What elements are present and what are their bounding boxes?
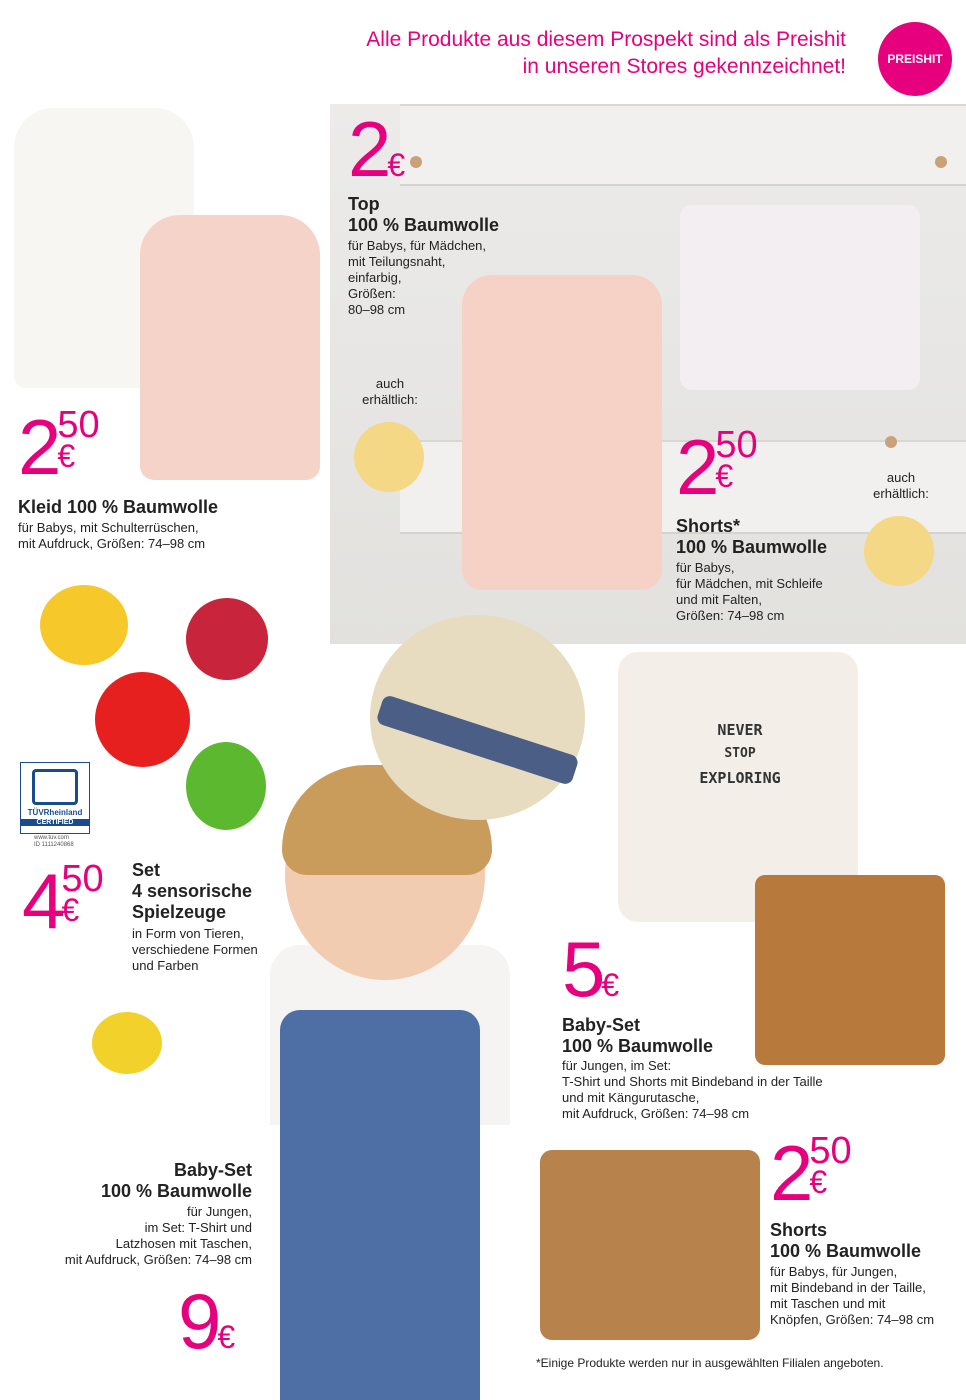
tshirt-print: NEVER STOP EXPLORING — [699, 721, 781, 787]
baby-set-latz-price: 9€ — [178, 1277, 236, 1365]
header-notice — [286, 26, 846, 80]
header-line-1: Alle Produkte aus diesem Prospekt sind als Preishit — [366, 28, 846, 51]
yellow-hedgehog-toy — [40, 585, 128, 665]
shorts-boy-price: 2 50 € — [770, 1129, 852, 1217]
drawer-knob — [885, 436, 897, 448]
footer-note: *Einige Produkte werden nur in ausgewählten Filialen angeboten. — [536, 1356, 884, 1370]
spielzeug-title: Set 4 sensorische Spielzeuge — [132, 860, 253, 922]
drawer-knob — [410, 156, 422, 168]
girl-shorts-image — [680, 205, 920, 390]
shorts-girl-price: 2 50 € — [676, 423, 758, 511]
baby-set-tshirt-title: Baby-Set 100 % Baumwolle — [562, 1015, 714, 1056]
dresser-top — [400, 104, 966, 186]
baby-set-tshirt-description: für Jungen, im Set: T-Shirt und Shorts mit Bindeband in der Taille und mit Kängurutasche, mit Aufdruck, Größen: 74–98 cm — [562, 1058, 823, 1121]
kleid-description: für Babys, mit Schulterrüschen, mit Aufdruck, Größen: 74–98 cm — [18, 520, 206, 551]
shorts-girl-description: für Babys, für Mädchen, mit Schleife und mit Falten, Größen: 74–98 cm — [676, 560, 823, 623]
shorts-girl-color-swatch — [864, 516, 934, 586]
baby-set-latz-title: Baby-Set 100 % Baumwolle — [100, 1160, 252, 1201]
pink-dress-image — [140, 215, 320, 480]
baby-set-tshirt-price: 5€ — [562, 925, 620, 1013]
pink-top-image — [462, 275, 662, 590]
top-also-available: auch erhältlich: — [362, 376, 418, 407]
baby-set-latz-description: für Jungen, im Set: T-Shirt und Latzhosen mit Taschen, mit Aufdruck, Größen: 74–98 cm — [64, 1204, 252, 1267]
green-crocodile-toy — [186, 742, 266, 830]
kleid-price: 2 50 € — [18, 403, 100, 491]
shorts-boy-description: für Babys, für Jungen, mit Bindeband in der Taille, mit Taschen und mit Knöpfen, Größen: 74–98 cm — [770, 1264, 935, 1327]
shorts-girl-also-available: auch erhältlich: — [873, 470, 929, 501]
top-price: 2€ — [348, 105, 406, 193]
tuv-logo-icon — [32, 769, 78, 805]
boy-shorts-image — [755, 875, 945, 1065]
shorts-girl-title: Shorts* 100 % Baumwolle — [676, 516, 828, 557]
tuv-certificate: TÜVRheinland CERTIFIED — [20, 762, 90, 834]
top-description: für Babys, für Mädchen, mit Teilungsnaht, einfarbig, Größen: 80–98 cm — [348, 238, 487, 317]
boy-shorts-2-image — [540, 1150, 760, 1340]
red-hedgehog-toy — [186, 598, 268, 680]
spielzeug-price: 4 50 € — [22, 857, 104, 945]
yellow-toy-in-hand — [92, 1012, 162, 1074]
top-title: Top 100 % Baumwolle — [348, 194, 500, 235]
red-bird-toy — [95, 672, 190, 767]
preishit-badge: PREISHIT — [878, 22, 952, 96]
drawer-knob — [935, 156, 947, 168]
spielzeug-description: in Form von Tieren, verschiedene Formen und Farben — [132, 926, 258, 973]
shorts-boy-title: Shorts 100 % Baumwolle — [770, 1220, 922, 1261]
tuv-info: www.tuv.com ID 1111240868 — [34, 835, 74, 848]
boy-overalls — [280, 1010, 480, 1400]
kleid-title: Kleid 100 % Baumwolle — [18, 497, 219, 517]
top-color-swatch — [354, 422, 424, 492]
header-line-2: in unseren Stores gekennzeichnet! — [522, 55, 846, 78]
